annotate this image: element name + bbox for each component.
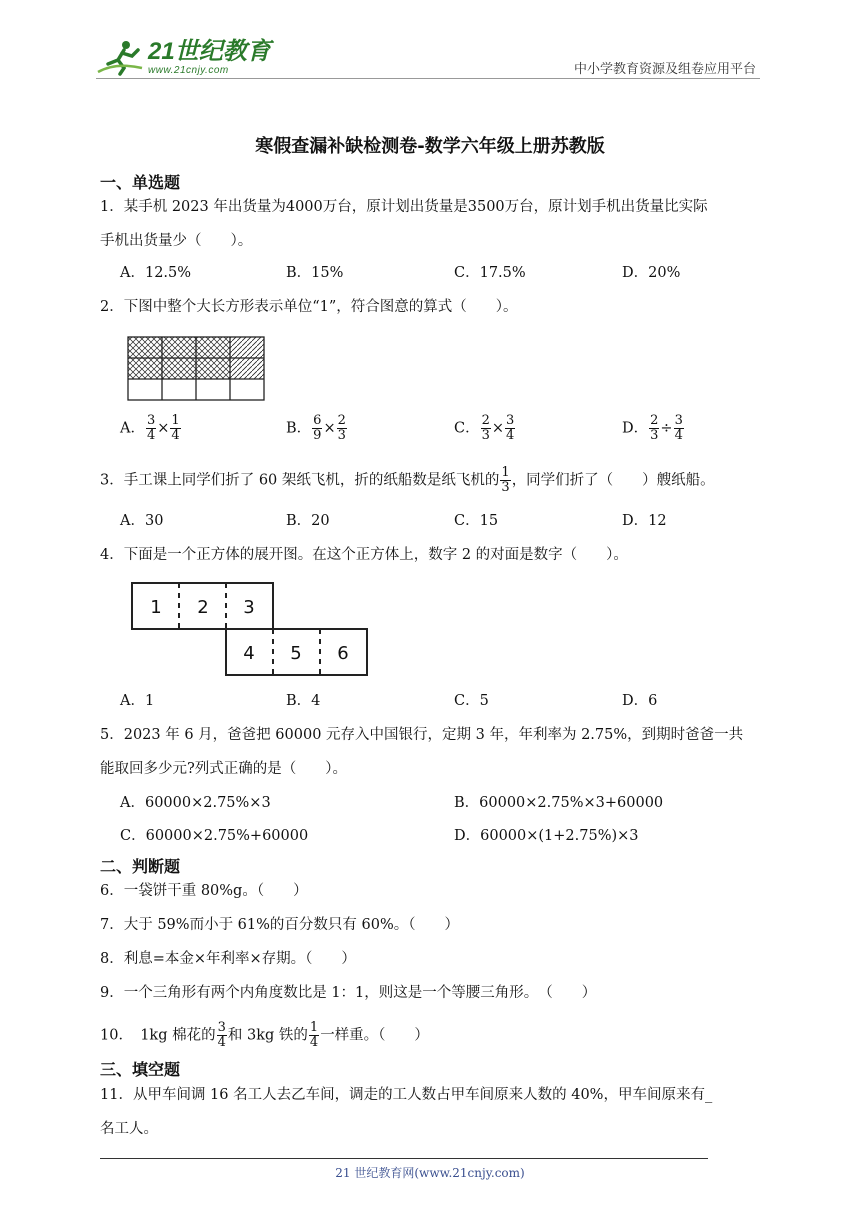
operator: ÷ — [660, 420, 673, 437]
q10-text-pre: 10． 1kg 棉花的 — [100, 1027, 216, 1044]
q3-option-c[interactable]: C．15 — [454, 513, 499, 529]
runner-logo-icon — [96, 38, 148, 76]
q3-option-b[interactable]: B．20 — [286, 513, 330, 529]
question-9: 9．一个三角形有两个内角度数比是 1：1，则这是一个等腰三角形。 （ ） — [100, 985, 597, 1001]
question-8: 8．利息=本金×年利率×存期。（ ） — [100, 951, 356, 967]
platform-label: 中小学教育资源及组卷应用平台 — [573, 62, 756, 77]
question-7: 7．大于 59%而小于 61%的百分数只有 60%。（ ） — [100, 917, 459, 933]
section-heading-fill-blank: 三、填空题 — [100, 1060, 181, 1079]
question-10 — [100, 1021, 429, 1050]
q3-text-post: ，同学们折了（ ）艘纸船。 — [511, 472, 715, 489]
fraction: $\frac{3}{4}$ — [674, 413, 683, 443]
q10-text-post: 一样重。（ ） — [320, 1027, 429, 1044]
q1-option-b[interactable]: B．15% — [286, 265, 344, 281]
fraction: $\frac{1}{3}$ — [501, 465, 510, 495]
q2-option-b-label: B． — [286, 420, 312, 437]
header-divider — [96, 78, 760, 79]
footer-link[interactable]: 21 世纪教育网(www.21cnjy.com) — [335, 1166, 525, 1180]
q10-text-mid: 和 3kg 铁的 — [227, 1027, 308, 1044]
q2-option-b[interactable] — [286, 414, 348, 443]
cube-face-4: 4 — [243, 643, 255, 664]
question-5-line2: 能取回多少元?列式正确的是（ ）。 — [100, 761, 348, 777]
fraction: $\frac{1}{4}$ — [171, 413, 180, 443]
q4-option-c[interactable]: C．5 — [454, 693, 489, 709]
q2-option-a[interactable] — [120, 414, 182, 443]
q4-option-b[interactable]: B．4 — [286, 693, 321, 709]
cube-face-6: 6 — [337, 643, 349, 664]
q4-option-d[interactable]: D．6 — [622, 693, 658, 709]
question-2-text: 2．下图中整个大长方形表示单位“1”，符合图意的算式（ ）。 — [100, 299, 518, 315]
q2-rectangle-figure — [127, 336, 265, 406]
q5-option-c[interactable]: C．60000×2.75%+60000 — [120, 828, 309, 844]
question-3-text — [100, 466, 715, 495]
fraction: $\frac{2}{3}$ — [481, 413, 490, 443]
operator: × — [491, 420, 505, 437]
q5-option-b[interactable]: B．60000×2.75%×3+60000 — [454, 795, 664, 811]
footer-divider — [100, 1158, 708, 1159]
question-1-line1: 1．某手机 2023 年出货量为4000万台，原计划出货量是3500万台，原计划手机出货量比实际 — [100, 199, 708, 215]
section-heading-single-choice: 一、单选题 — [100, 173, 181, 192]
operator: × — [323, 420, 336, 437]
logo-url: www.21cnjy.com — [148, 64, 229, 76]
q2-option-d[interactable] — [622, 414, 685, 443]
question-5-line1: 5．2023 年 6 月，爸爸把 60000 元存入中国银行，定期 3 年，年利率为 2.75%，到期时爸爸一共 — [100, 727, 744, 743]
question-11-line2: 名工人。 — [100, 1121, 158, 1137]
fraction: $\frac{2}{3}$ — [337, 413, 346, 443]
q4-cube-net-figure — [126, 580, 376, 684]
fraction: $\frac{6}{9}$ — [313, 413, 322, 443]
question-11-line1: 11．从甲车间调 16 名工人去乙车间，调走的工人数占甲车间原来人数的 40%，甲车间原来有_ — [100, 1087, 713, 1103]
question-6: 6．一袋饼干重 80%g。（ ） — [100, 883, 308, 899]
fraction: $\frac{3}{4}$ — [217, 1020, 226, 1050]
q3-option-d[interactable]: D．12 — [622, 513, 667, 529]
q2-option-c[interactable] — [454, 414, 516, 443]
operator: × — [157, 420, 170, 437]
q5-option-d[interactable]: D．60000×(1+2.75%)×3 — [454, 828, 639, 844]
cube-face-2: 2 — [197, 597, 209, 618]
logo-text: 21世纪教育 — [148, 37, 271, 65]
cube-face-3: 3 — [243, 597, 255, 618]
q4-option-a[interactable]: A．1 — [120, 693, 155, 709]
q1-option-d[interactable]: D．20% — [622, 265, 681, 281]
cube-face-5: 5 — [290, 643, 302, 664]
q2-option-a-label: A． — [120, 420, 145, 437]
question-1-line2: 手机出货量少（ ）。 — [100, 233, 253, 249]
q1-option-c[interactable]: C．17.5% — [454, 265, 526, 281]
q1-option-a[interactable]: A．12.5% — [120, 265, 192, 281]
question-4-text: 4．下面是一个正方体的展开图。在这个正方体上，数字 2 的对面是数字（ ）。 — [100, 547, 628, 563]
fraction: $\frac{1}{4}$ — [309, 1020, 319, 1050]
q5-option-a[interactable]: A．60000×2.75%×3 — [120, 795, 271, 811]
fraction: $\frac{2}{3}$ — [650, 413, 659, 443]
cube-face-1: 1 — [150, 597, 162, 618]
q2-option-d-label: D． — [622, 420, 649, 437]
fraction: $\frac{3}{4}$ — [506, 413, 515, 443]
fraction: $\frac{3}{4}$ — [146, 413, 156, 443]
section-heading-true-false: 二、判断题 — [100, 857, 181, 876]
q2-option-c-label: C． — [454, 420, 480, 437]
page-title: 寒假查漏补缺检测卷-数学六年级上册苏教版 — [255, 136, 605, 157]
q3-option-a[interactable]: A．30 — [120, 513, 164, 529]
site-logo[interactable] — [96, 38, 271, 76]
q3-text-pre: 3．手工课上同学们折了 60 架纸飞机，折的纸船数是纸飞机的 — [100, 472, 500, 489]
